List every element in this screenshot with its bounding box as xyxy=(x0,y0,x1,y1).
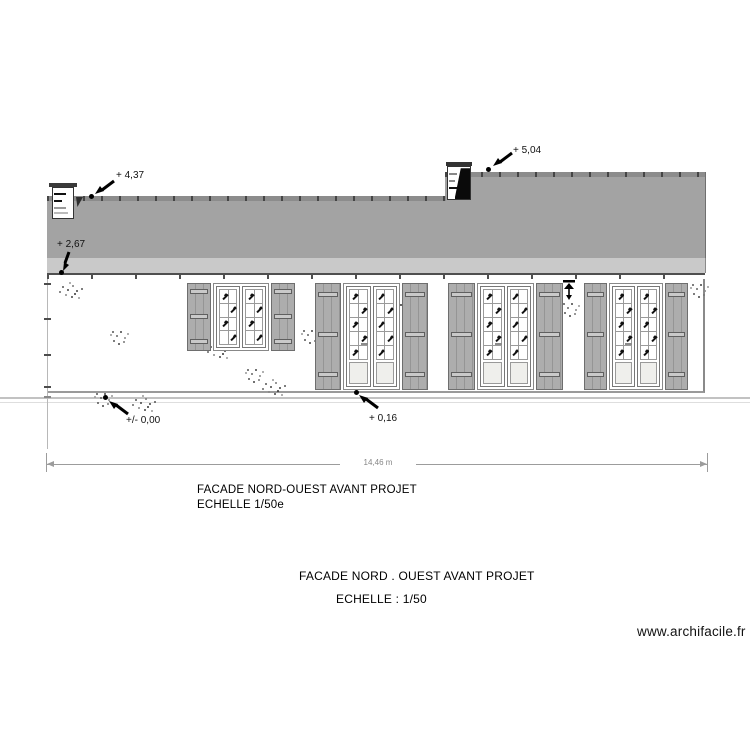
door-glazing xyxy=(609,283,663,390)
caption-scale: ECHELLE 1/50e xyxy=(197,499,284,511)
shutter-batten xyxy=(405,332,425,337)
chimney-flashing xyxy=(54,212,68,214)
window-pane xyxy=(246,318,254,331)
window-pane xyxy=(616,346,623,359)
shutter-batten xyxy=(190,339,208,344)
dimension-arrow-icon xyxy=(700,461,707,467)
chimney-flashing xyxy=(54,193,66,195)
shutter-batten xyxy=(274,339,292,344)
wall-texture-speckle xyxy=(96,393,98,395)
window-pane xyxy=(624,346,631,359)
window-pane xyxy=(246,331,254,344)
shutter-batten xyxy=(190,289,208,294)
shutter-left xyxy=(187,283,211,351)
shutter-batten xyxy=(318,372,338,377)
roof-eaves-band xyxy=(47,258,706,273)
french-door-opening-2 xyxy=(315,283,428,390)
window-pane xyxy=(511,332,519,345)
window-opening-1 xyxy=(187,283,295,351)
chimney-flashing xyxy=(54,207,66,209)
wall-light-icon xyxy=(561,279,577,301)
wall-texture-speckle xyxy=(303,330,305,332)
window-pane xyxy=(385,290,393,303)
caption-facade-title-2: FACADE NORD . OUEST AVANT PROJET xyxy=(299,569,535,583)
french-door-leaf xyxy=(507,286,532,387)
french-door-opening-4 xyxy=(584,283,688,390)
window-pane xyxy=(385,346,393,359)
shutter-batten xyxy=(274,289,292,294)
door-bottom-panel xyxy=(483,362,502,384)
window-leaf xyxy=(216,286,240,348)
leader-arrow-icon xyxy=(94,179,116,195)
wall-texture-speckle xyxy=(692,284,694,286)
window-pane xyxy=(624,304,631,317)
window-pane xyxy=(616,332,623,345)
dimension-end-tick xyxy=(707,453,708,472)
window-pane xyxy=(359,290,367,303)
window-pane xyxy=(641,346,648,359)
window-pane xyxy=(385,304,393,317)
window-pane xyxy=(350,346,358,359)
window-pane xyxy=(385,332,393,345)
window-pane xyxy=(519,318,527,331)
french-door-opening-3 xyxy=(448,283,563,390)
shutter-right xyxy=(271,283,295,351)
window-pane xyxy=(493,346,501,359)
door-handle xyxy=(625,343,632,345)
window-pane xyxy=(255,290,263,303)
shutter-batten xyxy=(539,292,560,297)
elevation-label-267: + 2,67 xyxy=(57,239,86,250)
window-pane xyxy=(255,304,263,317)
level-tick xyxy=(44,396,51,398)
window-pane xyxy=(255,331,263,344)
window-pane xyxy=(385,318,393,331)
level-tick xyxy=(44,283,51,285)
elevation-label-437: + 4,37 xyxy=(116,170,145,181)
door-handle xyxy=(361,343,368,345)
shutter-batten xyxy=(668,332,685,337)
chimney-flashing xyxy=(54,200,62,202)
shutter-batten xyxy=(405,372,425,377)
shutter-batten xyxy=(587,292,604,297)
door-bottom-panel xyxy=(349,362,368,384)
caption-facade-title: FACADE NORD-OUEST AVANT PROJET xyxy=(197,484,417,496)
window-pane xyxy=(220,331,228,344)
window-pane xyxy=(377,346,385,359)
window-pane xyxy=(377,290,385,303)
window-pane xyxy=(255,318,263,331)
shutter-batten xyxy=(451,372,472,377)
leader-arrow-icon xyxy=(358,394,380,410)
shutter-batten xyxy=(451,332,472,337)
chimney-flashing xyxy=(449,180,455,182)
window-pane xyxy=(511,346,519,359)
shutter-batten xyxy=(451,292,472,297)
wall-texture-speckle xyxy=(247,369,249,371)
elevation-label-000: +/- 0,00 xyxy=(126,415,161,426)
door-bottom-panel xyxy=(510,362,529,384)
roof-lower-section xyxy=(47,196,446,258)
door-bottom-panel xyxy=(640,362,657,384)
door-bottom-panel xyxy=(615,362,632,384)
roof-ridge-tiles xyxy=(47,196,446,201)
window-pane xyxy=(377,332,385,345)
chimney-left xyxy=(52,187,74,219)
window-pane xyxy=(350,318,358,331)
window-pane xyxy=(649,304,656,317)
shutter-batten xyxy=(668,372,685,377)
shutter-right xyxy=(402,283,428,390)
window-glazing xyxy=(213,283,269,351)
window-pane xyxy=(649,346,656,359)
window-pane xyxy=(493,318,501,331)
window-pane xyxy=(624,318,631,331)
window-pane xyxy=(641,318,648,331)
archifacile-watermark: www.archifacile.fr xyxy=(637,624,746,639)
shutter-batten xyxy=(318,292,338,297)
window-pane xyxy=(484,290,492,303)
window-pane xyxy=(641,332,648,345)
window-pane xyxy=(511,318,519,331)
shutter-batten xyxy=(190,314,208,319)
elevation-point-dot xyxy=(486,167,491,172)
shutter-batten xyxy=(668,292,685,297)
window-pane xyxy=(246,290,254,303)
window-pane xyxy=(359,346,367,359)
window-pane xyxy=(359,318,367,331)
shutter-left xyxy=(448,283,475,390)
window-pane xyxy=(229,290,237,303)
shutter-right xyxy=(665,283,688,390)
window-pane xyxy=(229,318,237,331)
level-tick xyxy=(44,318,51,320)
window-pane xyxy=(493,304,501,317)
left-level-ruler xyxy=(47,279,48,449)
french-door-leaf xyxy=(346,286,371,387)
roof-ridge-tiles xyxy=(445,172,705,177)
shutter-batten xyxy=(539,372,560,377)
level-tick xyxy=(44,386,51,388)
window-pane xyxy=(624,290,631,303)
window-pane xyxy=(220,304,228,317)
french-door-leaf xyxy=(480,286,505,387)
door-bottom-panel xyxy=(376,362,395,384)
window-pane xyxy=(220,318,228,331)
window-pane xyxy=(511,290,519,303)
shutter-right xyxy=(536,283,563,390)
window-pane xyxy=(511,304,519,317)
window-pane xyxy=(616,290,623,303)
window-pane xyxy=(519,290,527,303)
window-pane xyxy=(641,290,648,303)
door-glazing xyxy=(477,283,534,390)
window-pane xyxy=(616,318,623,331)
window-pane xyxy=(484,304,492,317)
wall-texture-speckle xyxy=(265,383,267,385)
window-pane xyxy=(616,304,623,317)
window-pane xyxy=(229,331,237,344)
french-door-leaf xyxy=(612,286,635,387)
window-pane xyxy=(519,346,527,359)
leader-arrow-icon xyxy=(492,151,514,167)
french-door-leaf xyxy=(637,286,660,387)
chimney-flashing xyxy=(449,173,457,175)
window-pane xyxy=(350,290,358,303)
shutter-left xyxy=(315,283,341,390)
leader-arrow-icon xyxy=(60,250,72,272)
window-pane xyxy=(377,304,385,317)
window-pane xyxy=(229,304,237,317)
window-pane xyxy=(493,290,501,303)
wall-texture-speckle xyxy=(135,399,137,401)
window-pane xyxy=(377,318,385,331)
elevation-label-016: + 0,16 xyxy=(369,413,398,424)
shutter-batten xyxy=(274,314,292,319)
dimension-width-label: 14,46 m xyxy=(340,458,416,467)
window-pane xyxy=(519,332,527,345)
window-pane xyxy=(246,304,254,317)
roof-upper-section xyxy=(445,172,706,258)
window-pane xyxy=(484,318,492,331)
window-pane xyxy=(649,290,656,303)
door-handle xyxy=(495,343,502,345)
window-pane xyxy=(519,304,527,317)
window-pane xyxy=(649,332,656,345)
window-pane xyxy=(484,332,492,345)
window-pane xyxy=(359,304,367,317)
level-tick xyxy=(44,354,51,356)
caption-scale-2: ECHELLE : 1/50 xyxy=(336,592,427,606)
door-glazing xyxy=(343,283,400,390)
window-pane xyxy=(484,346,492,359)
shutter-batten xyxy=(587,372,604,377)
window-pane xyxy=(641,304,648,317)
dimension-arrow-icon xyxy=(47,461,54,467)
window-pane xyxy=(649,318,656,331)
french-door-leaf xyxy=(373,286,398,387)
wall-texture-speckle xyxy=(62,286,64,288)
window-pane xyxy=(350,332,358,345)
window-leaf xyxy=(242,286,266,348)
wall-texture-speckle xyxy=(563,303,565,305)
shutter-batten xyxy=(405,292,425,297)
chimney-flashing xyxy=(449,187,458,189)
shutter-batten xyxy=(587,332,604,337)
window-pane xyxy=(220,290,228,303)
wall-texture-speckle xyxy=(112,331,114,333)
shutter-left xyxy=(584,283,607,390)
elevation-label-504: + 5,04 xyxy=(513,145,542,156)
window-pane xyxy=(350,304,358,317)
chimney-right xyxy=(447,166,471,200)
shutter-batten xyxy=(539,332,560,337)
shutter-batten xyxy=(318,332,338,337)
leader-arrow-icon xyxy=(108,400,130,416)
